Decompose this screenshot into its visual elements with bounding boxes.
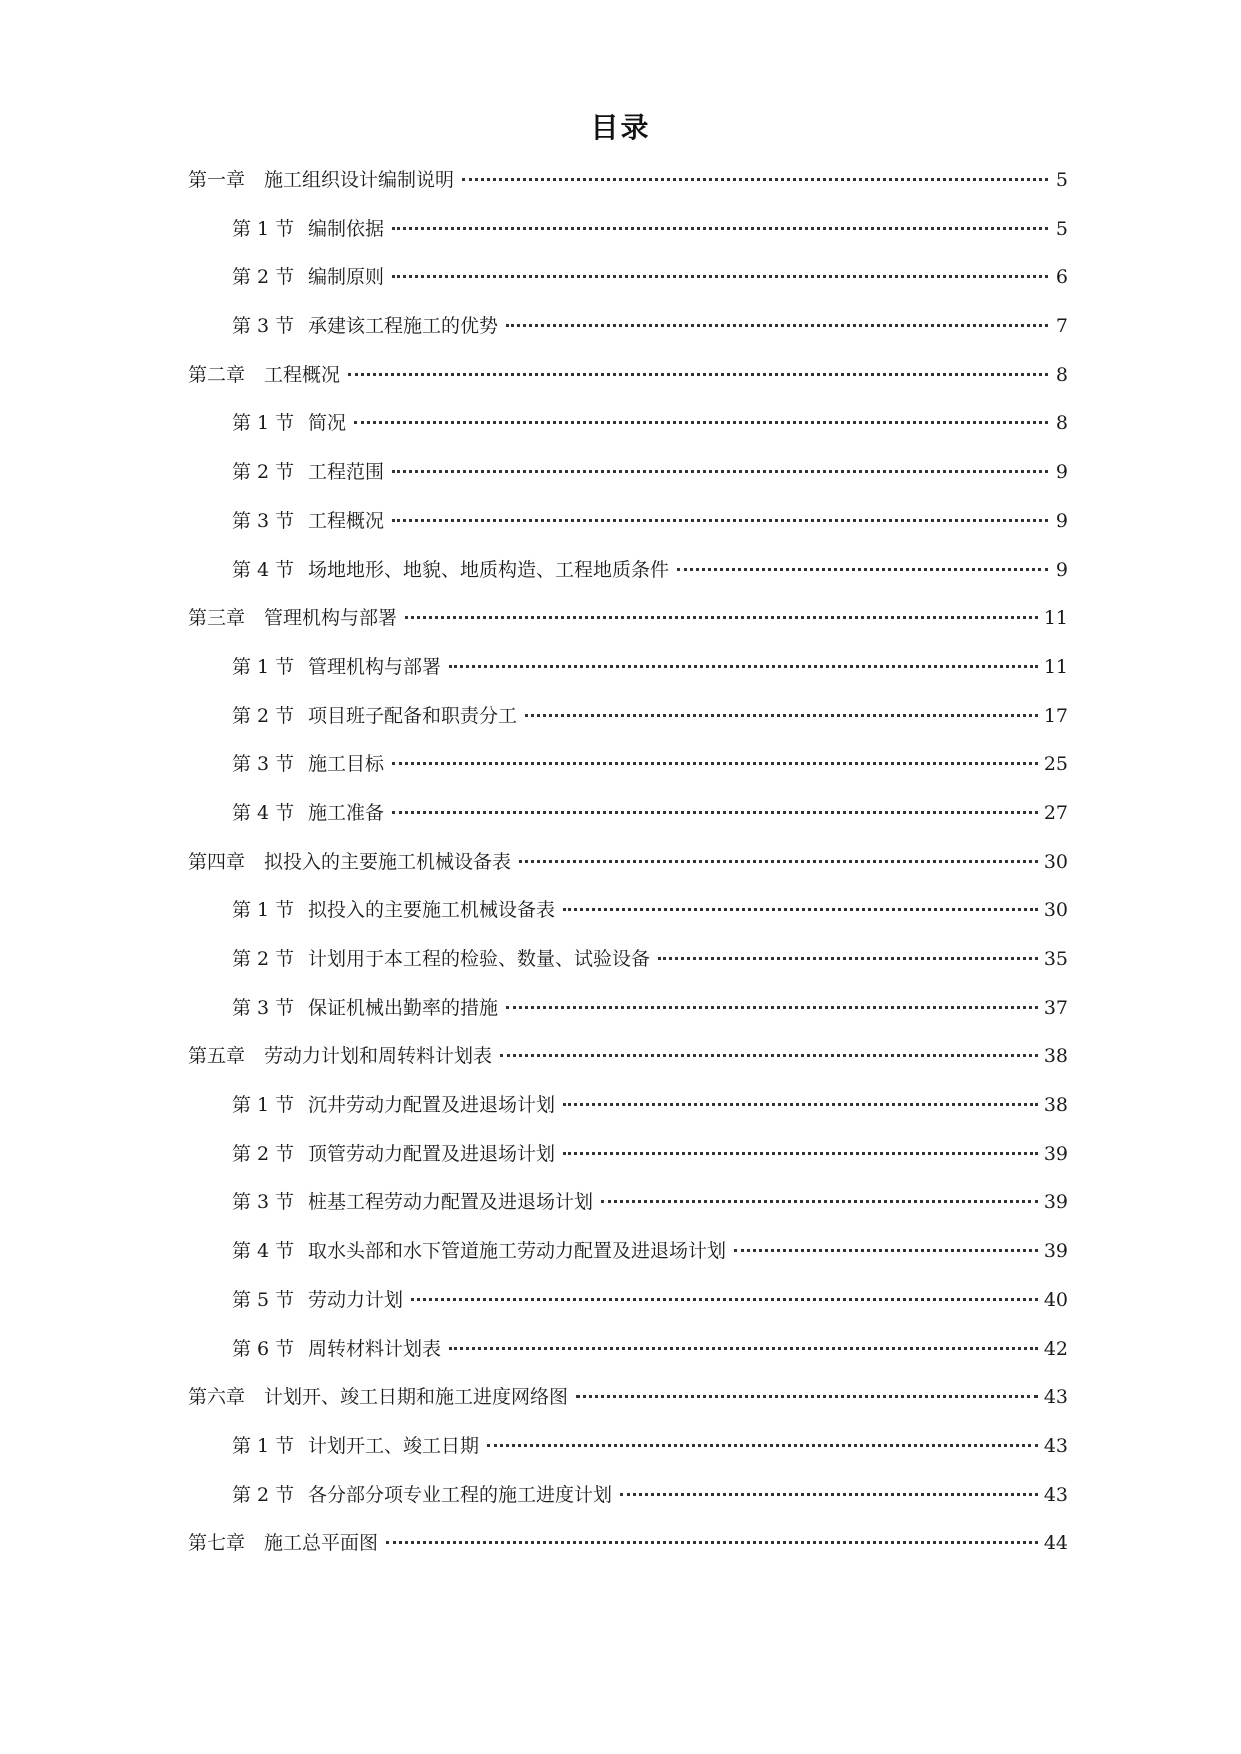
toc-entry-number: 第七章: [188, 1532, 246, 1555]
toc-entry-number: 第四章: [188, 850, 246, 873]
toc-entry-number: 第 3 节: [232, 1191, 295, 1214]
toc-entry-label: [188, 850, 511, 874]
toc-entry-text: 沉井劳动力配置及进退场计划: [308, 1094, 556, 1117]
toc-dot-leader: [500, 1054, 1038, 1057]
toc-dot-leader: [563, 1152, 1038, 1155]
toc-entry-text: 周转材料计划表: [308, 1337, 442, 1360]
toc-entry-number: 第 4 节: [232, 1240, 295, 1263]
toc-page-number: 37: [1043, 996, 1068, 1019]
toc-dot-leader: [658, 957, 1038, 960]
toc-entry-label: [232, 1190, 593, 1214]
toc-entry-number: 第 4 节: [232, 558, 295, 581]
toc-entry-number: 第一章: [188, 169, 246, 191]
toc-entry-text: 顶管劳动力配置及进退场计划: [308, 1142, 556, 1165]
toc-page-number: 27: [1043, 801, 1068, 824]
toc-page-number: 44: [1043, 1532, 1068, 1555]
toc-entry[interactable]: [188, 996, 1068, 1045]
toc-entry-label: [232, 996, 498, 1020]
toc-page-number: 11: [1043, 655, 1068, 678]
toc-entry[interactable]: [188, 168, 1068, 217]
toc-dot-leader: [462, 178, 1048, 181]
toc-entry[interactable]: [188, 411, 1068, 460]
toc-entry[interactable]: [188, 363, 1068, 412]
toc-page-number: 30: [1043, 850, 1068, 873]
toc-entry-number: 第 2 节: [232, 1483, 295, 1506]
toc-entry[interactable]: [188, 1288, 1068, 1337]
toc-entry-number: 第 1 节: [232, 1094, 295, 1117]
toc-entry[interactable]: [188, 752, 1068, 801]
toc-dot-leader: [392, 227, 1048, 230]
toc-entry[interactable]: [188, 801, 1068, 850]
toc-page-number: 39: [1043, 1142, 1068, 1165]
toc-entry-text: 施工组织设计编制说明: [264, 169, 455, 191]
toc-entry-text: 各分部分项专业工程的施工进度计划: [308, 1483, 613, 1506]
toc-dot-leader: [525, 714, 1038, 717]
toc-entry-number: 第三章: [188, 607, 246, 630]
toc-entry-number: 第六章: [188, 1386, 246, 1409]
toc-page-number: 11: [1043, 607, 1068, 630]
toc-title: 目录: [590, 111, 651, 144]
toc-page-number: 30: [1043, 899, 1068, 922]
toc-entry[interactable]: [188, 850, 1068, 899]
toc-dot-leader: [506, 1006, 1038, 1009]
toc-page-number: 38: [1043, 1094, 1068, 1117]
toc-dot-leader: [563, 908, 1038, 911]
toc-page-number: 43: [1043, 1434, 1068, 1457]
toc-entry-label: [232, 1483, 612, 1507]
toc-entry-text: 取水头部和水下管道施工劳动力配置及进退场计划: [308, 1240, 727, 1263]
toc-dot-leader: [392, 811, 1038, 814]
toc-entry-label: [232, 411, 346, 435]
toc-entry-label: [232, 947, 650, 971]
toc-entry-number: 第 3 节: [232, 509, 295, 532]
toc-entry-text: 施工总平面图: [264, 1532, 379, 1555]
toc-dot-leader: [734, 1249, 1038, 1252]
toc-entry-text: 计划开、竣工日期和施工进度网络图: [264, 1386, 569, 1409]
toc-page-number: 38: [1043, 1045, 1068, 1068]
toc-dot-leader: [449, 665, 1038, 668]
toc-entry-label: [232, 265, 384, 289]
toc-page-number: 5: [1055, 169, 1068, 191]
toc-entry-number: 第 1 节: [232, 1434, 295, 1457]
toc-entry[interactable]: [188, 1093, 1068, 1142]
toc-dot-leader: [620, 1493, 1038, 1496]
toc-entry-text: 承建该工程施工的优势: [308, 315, 499, 338]
toc-entry-text: 编制依据: [308, 217, 385, 240]
toc-entry-text: 施工目标: [308, 753, 385, 776]
toc-entry[interactable]: [188, 1337, 1068, 1386]
toc-entry-label: [188, 168, 454, 192]
toc-dot-leader: [487, 1444, 1038, 1447]
toc-entry-number: 第 2 节: [232, 461, 295, 484]
toc-entry-text: 拟投入的主要施工机械设备表: [308, 899, 556, 922]
toc-dot-leader: [392, 519, 1048, 522]
toc-entry-label: [232, 752, 384, 776]
toc-entry[interactable]: [188, 509, 1068, 558]
toc-entry-text: 工程概况: [264, 363, 341, 386]
toc-entry[interactable]: [188, 1434, 1068, 1483]
toc-dot-leader: [519, 860, 1038, 863]
toc-entry[interactable]: [188, 1239, 1068, 1288]
toc-dot-leader: [392, 762, 1038, 765]
toc-entry-number: 第 1 节: [232, 899, 295, 922]
toc-entry-label: [232, 460, 384, 484]
toc-page-number: 9: [1055, 461, 1068, 484]
toc-entry-text: 拟投入的主要施工机械设备表: [264, 850, 512, 873]
toc-entry[interactable]: [188, 1531, 1068, 1580]
toc-entry-label: [232, 704, 517, 728]
toc-entry[interactable]: [188, 314, 1068, 363]
toc-entry-label: [188, 1044, 492, 1068]
toc-entry[interactable]: [188, 947, 1068, 996]
toc-entry-label: [232, 1093, 555, 1117]
toc-entry-text: 劳动力计划和周转料计划表: [264, 1045, 493, 1068]
toc-entry-label: [188, 606, 397, 630]
toc-page-number: 25: [1043, 753, 1068, 776]
toc-entry-label: [232, 898, 555, 922]
toc-entry[interactable]: [188, 1044, 1068, 1093]
toc-entry-label: [232, 1239, 726, 1263]
toc-list: [188, 168, 1068, 1580]
toc-entry-number: 第 4 节: [232, 801, 295, 824]
toc-entry[interactable]: [188, 1483, 1068, 1532]
toc-entry-number: 第 5 节: [232, 1288, 295, 1311]
toc-dot-leader: [506, 324, 1048, 327]
toc-entry-label: [188, 1385, 568, 1409]
toc-entry-label: [232, 1434, 479, 1458]
toc-entry[interactable]: [188, 265, 1068, 314]
toc-entry-label: [232, 558, 669, 582]
toc-entry-label: [232, 1288, 403, 1312]
toc-entry-text: 施工准备: [308, 801, 385, 824]
toc-page-number: 35: [1043, 948, 1068, 970]
toc-entry-text: 管理机构与部署: [264, 607, 398, 630]
toc-page-number: 9: [1055, 509, 1068, 532]
toc-dot-leader: [449, 1347, 1038, 1350]
toc-entry-number: 第 2 节: [232, 704, 295, 727]
toc-entry-number: 第 2 节: [232, 1142, 295, 1165]
toc-entry[interactable]: [188, 217, 1068, 266]
toc-entry-text: 计划用于本工程的检验、数量、试验设备: [308, 948, 651, 970]
toc-dot-leader: [392, 470, 1048, 473]
toc-entry-number: 第 2 节: [232, 266, 295, 289]
toc-entry-label: [232, 509, 384, 533]
toc-entry-number: 第 3 节: [232, 753, 295, 776]
toc-page-number: 17: [1043, 704, 1068, 727]
toc-entry-text: 工程概况: [308, 509, 385, 532]
toc-entry[interactable]: [188, 898, 1068, 947]
toc-entry-number: 第 1 节: [232, 655, 295, 678]
toc-entry-text: 场地地形、地貌、地质构造、工程地质条件: [308, 558, 670, 581]
toc-dot-leader: [386, 1541, 1038, 1544]
toc-entry[interactable]: [188, 1385, 1068, 1434]
toc-entry-number: 第五章: [188, 1045, 246, 1068]
toc-page-number: 43: [1043, 1386, 1068, 1409]
toc-page-number: 39: [1043, 1240, 1068, 1263]
toc-page-number: 5: [1055, 217, 1068, 240]
toc-dot-leader: [601, 1200, 1038, 1203]
toc-page-number: 9: [1055, 558, 1068, 581]
toc-page-number: 6: [1055, 266, 1068, 289]
toc-entry-number: 第 3 节: [232, 315, 295, 338]
toc-entry-label: [232, 801, 384, 825]
toc-entry-label: [232, 314, 498, 338]
toc-page-number: 40: [1043, 1288, 1068, 1311]
toc-entry-text: 工程范围: [308, 461, 385, 484]
toc-entry-label: [232, 655, 441, 679]
toc-page-number: 7: [1055, 315, 1068, 338]
toc-entry-label: [232, 1337, 441, 1361]
toc-entry-text: 管理机构与部署: [308, 655, 442, 678]
toc-entry-text: 计划开工、竣工日期: [308, 1434, 480, 1457]
toc-dot-leader: [677, 568, 1048, 571]
toc-entry-number: 第 3 节: [232, 996, 295, 1019]
toc-dot-leader: [405, 616, 1038, 619]
toc-entry-text: 保证机械出勤率的措施: [308, 996, 499, 1019]
toc-entry-number: 第 2 节: [232, 948, 295, 970]
toc-entry-label: [232, 217, 384, 241]
toc-entry-label: [188, 1531, 378, 1555]
toc-entry[interactable]: [188, 704, 1068, 753]
toc-entry-label: [188, 363, 340, 387]
toc-entry[interactable]: [188, 655, 1068, 704]
toc-entry-number: 第 1 节: [232, 217, 295, 240]
toc-entry-number: 第二章: [188, 363, 246, 386]
toc-page-number: 8: [1055, 363, 1068, 386]
toc-entry-number: 第 6 节: [232, 1337, 295, 1360]
toc-entry[interactable]: [188, 558, 1068, 607]
toc-entry-label: [232, 1142, 555, 1166]
toc-dot-leader: [392, 275, 1048, 278]
toc-entry[interactable]: [188, 606, 1068, 655]
toc-entry[interactable]: [188, 460, 1068, 509]
toc-entry[interactable]: [188, 1142, 1068, 1191]
toc-page-number: 42: [1043, 1337, 1068, 1360]
toc-page-number: 8: [1055, 412, 1068, 435]
toc-entry-text: 项目班子配备和职责分工: [308, 704, 518, 727]
toc-entry-text: 劳动力计划: [308, 1288, 404, 1311]
toc-dot-leader: [576, 1395, 1038, 1398]
toc-dot-leader: [563, 1103, 1038, 1106]
toc-entry-number: 第 1 节: [232, 412, 295, 435]
toc-entry-text: 桩基工程劳动力配置及进退场计划: [308, 1191, 594, 1214]
toc-page-number: 43: [1043, 1483, 1068, 1506]
toc-entry[interactable]: [188, 1190, 1068, 1239]
toc-entry-text: 简况: [308, 412, 347, 435]
toc-dot-leader: [354, 421, 1048, 424]
toc-dot-leader: [348, 373, 1048, 376]
toc-page-number: 39: [1043, 1191, 1068, 1214]
toc-dot-leader: [411, 1298, 1038, 1301]
toc-entry-text: 编制原则: [308, 266, 385, 289]
